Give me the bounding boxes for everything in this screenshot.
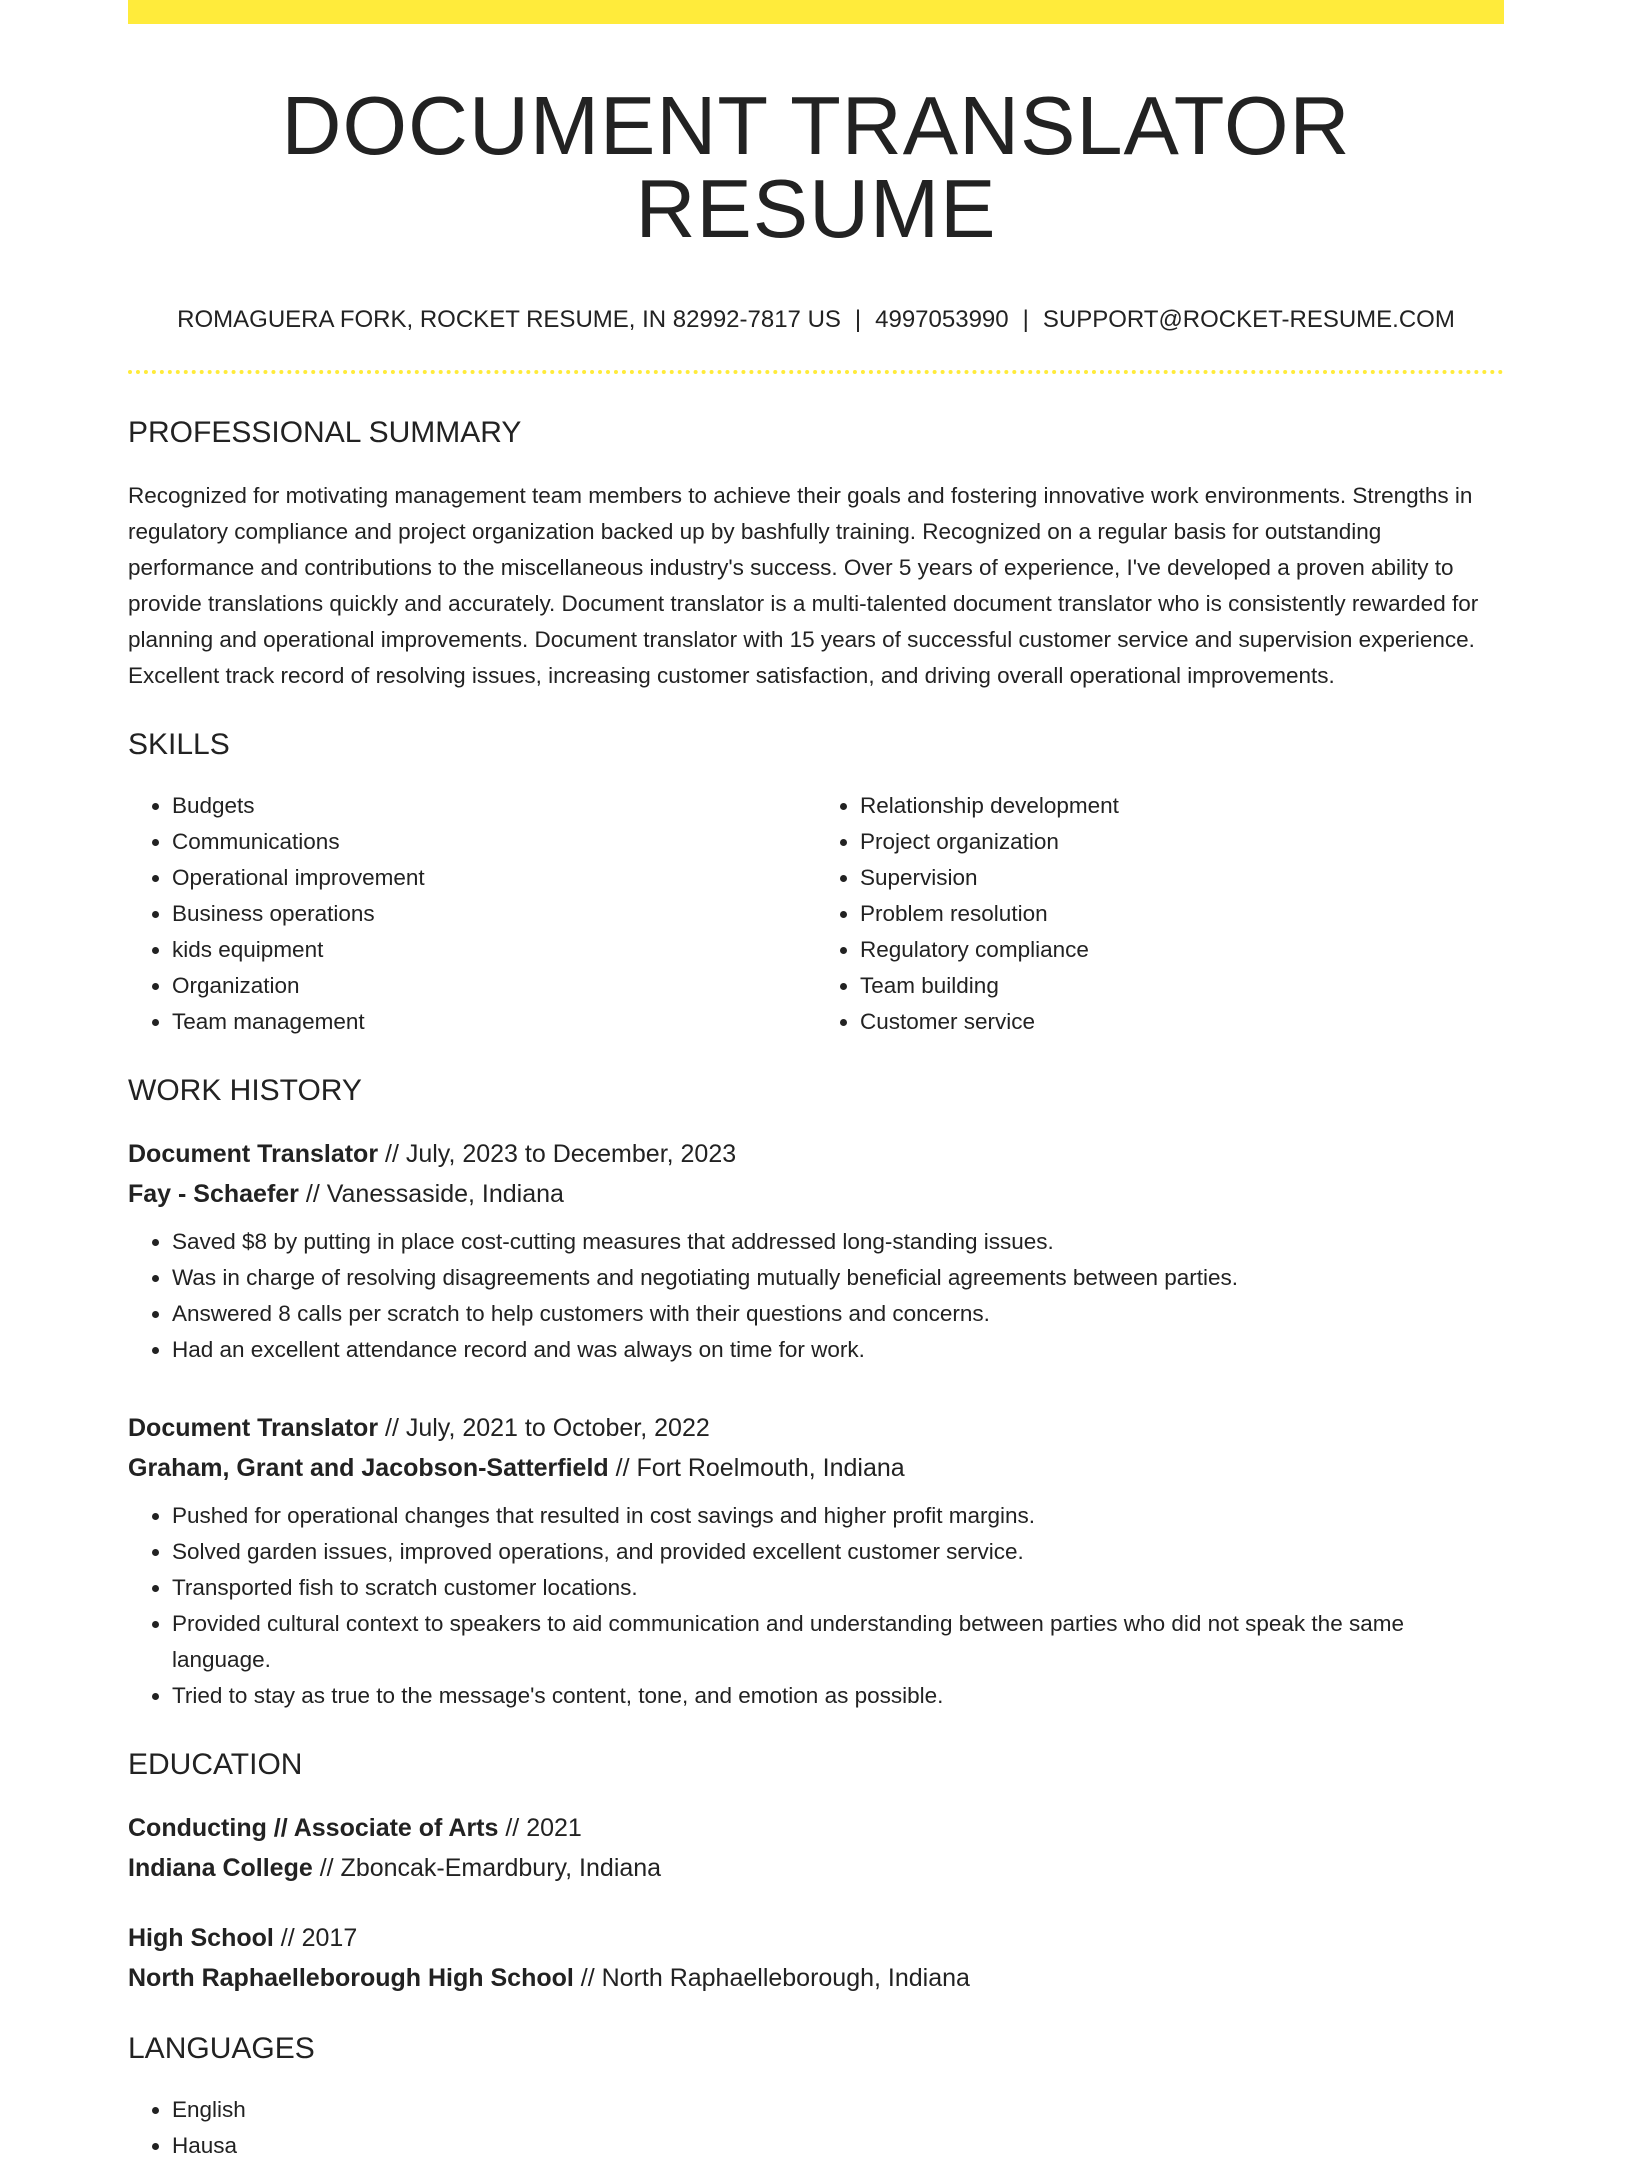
- skill-item: • Operational improvement: [172, 860, 816, 896]
- education-school: North Raphaelleborough High School: [128, 1964, 574, 1992]
- job-dates: // July, 2023 to December, 2023: [378, 1140, 737, 1168]
- language-item: • English: [172, 2092, 1504, 2128]
- skill-item: • Relationship development: [860, 788, 1504, 824]
- skill-item: • Supervision: [860, 860, 1504, 896]
- job-bullet: • Transported fish to scratch customer locations.: [172, 1570, 1504, 1606]
- skill-item: • Team management: [172, 1004, 816, 1040]
- contact-separator: |: [1022, 306, 1029, 333]
- job-title-line: [128, 1134, 1504, 1174]
- job-bullet: • Answered 8 calls per scratch to help customers with their questions and concerns.: [172, 1296, 1504, 1332]
- job-title-line: [128, 1408, 1504, 1448]
- job-company: Fay - Schaefer: [128, 1180, 299, 1208]
- education-degree: High School: [128, 1924, 274, 1952]
- resume-page: [128, 0, 1504, 2164]
- education-school: Indiana College: [128, 1854, 313, 1882]
- education-degree: Conducting // Associate of Arts: [128, 1814, 499, 1842]
- skill-item: • Problem resolution: [860, 896, 1504, 932]
- job-bullet: • Solved garden issues, improved operations, and provided excellent customer service.: [172, 1534, 1504, 1570]
- section-title-summary: PROFESSIONAL SUMMARY: [128, 416, 522, 449]
- summary-text: Recognized for motivating management team members to achieve their goals and fostering innovative work environments. Strengths in regulatory compliance and project organization backed up by bashfully training. Recognized on a regular basis for outstanding performance and contributions to the miscellaneous industry's success. Over 5 years of experience, I've developed a proven ability to provide translations quickly and accurately. Document translator is a multi-talented document translator who is consistently rewarded for planning and operational improvements. Document translator with 15 years of successful customer service and supervision experience. Excellent track record of resolving issues, increasing customer satisfaction, and driving overall operational improvements.: [128, 483, 1479, 688]
- job-location: // Fort Roelmouth, Indiana: [608, 1454, 905, 1482]
- education-degree-line: [128, 1918, 1504, 1958]
- top-accent-bar: [128, 0, 1504, 24]
- education-degree-line: [128, 1808, 1504, 1848]
- skill-item: • Organization: [172, 968, 816, 1004]
- education-entry: [128, 1808, 1504, 1888]
- skill-item: • Communications: [172, 824, 816, 860]
- skill-item: • Project organization: [860, 824, 1504, 860]
- education-entry: [128, 1918, 1504, 1998]
- work-entry: [128, 1134, 1504, 1368]
- section-title-education: EDUCATION: [128, 1748, 303, 1781]
- education-year: // 2021: [498, 1814, 582, 1842]
- job-title: Document Translator: [128, 1140, 379, 1168]
- job-location: // Vanessaside, Indiana: [298, 1180, 564, 1208]
- job-dates: // July, 2021 to October, 2022: [378, 1414, 710, 1442]
- section-title-work: WORK HISTORY: [128, 1074, 362, 1107]
- job-bullet: • Was in charge of resolving disagreements and negotiating mutually beneficial agreements between parties.: [172, 1260, 1504, 1296]
- contact-line: [128, 308, 1504, 332]
- job-company-line: [128, 1174, 1504, 1214]
- skill-item: • Regulatory compliance: [860, 932, 1504, 968]
- dotted-divider: [128, 370, 1504, 374]
- education-location: // North Raphaelleborough, Indiana: [573, 1964, 970, 1992]
- education-location: // Zboncak-Emardbury, Indiana: [312, 1854, 662, 1882]
- skills-list-left: [128, 788, 816, 1040]
- skills-columns: [128, 788, 1504, 1040]
- work-entry: [128, 1408, 1504, 1714]
- job-bullet: • Tried to stay as true to the message's content, tone, and emotion as possible.: [172, 1678, 1504, 1714]
- skills-list-right: [816, 788, 1504, 1040]
- skill-item: • Team building: [860, 968, 1504, 1004]
- contact-address: ROMAGUERA FORK, ROCKET RESUME, IN 82992-7817 US: [177, 306, 841, 333]
- job-company-line: [128, 1448, 1504, 1488]
- contact-email: SUPPORT@ROCKET-RESUME.COM: [1042, 306, 1455, 333]
- job-bullet: • Had an excellent attendance record and was always on time for work.: [172, 1332, 1504, 1368]
- language-item: • Hausa: [172, 2128, 1504, 2164]
- contact-phone: 4997053990: [875, 306, 1009, 333]
- job-company: Graham, Grant and Jacobson-Satterfield: [128, 1454, 609, 1482]
- languages-list: [128, 2092, 1504, 2164]
- job-bullets: [128, 1498, 1504, 1714]
- job-bullet: • Pushed for operational changes that resulted in cost savings and higher profit margins.: [172, 1498, 1504, 1534]
- skill-item: • kids equipment: [172, 932, 816, 968]
- job-bullet: • Provided cultural context to speakers to aid communication and understanding between parties who did not speak the same language.: [172, 1606, 1504, 1678]
- resume-title: DOCUMENT TRANSLATOR RESUME: [281, 79, 1351, 255]
- job-bullet: • Saved $8 by putting in place cost-cutting measures that addressed long-standing issues.: [172, 1224, 1504, 1260]
- skill-item: • Customer service: [860, 1004, 1504, 1040]
- section-title-languages: LANGUAGES: [128, 2032, 315, 2065]
- contact-separator: |: [854, 306, 862, 333]
- job-bullets: [128, 1224, 1504, 1368]
- skill-item: • Budgets: [172, 788, 816, 824]
- education-year: // 2017: [273, 1924, 358, 1952]
- education-school-line: [128, 1958, 1504, 1998]
- job-title: Document Translator: [128, 1414, 379, 1442]
- section-title-skills: SKILLS: [128, 728, 230, 761]
- skill-item: • Business operations: [172, 896, 816, 932]
- education-school-line: [128, 1848, 1504, 1888]
